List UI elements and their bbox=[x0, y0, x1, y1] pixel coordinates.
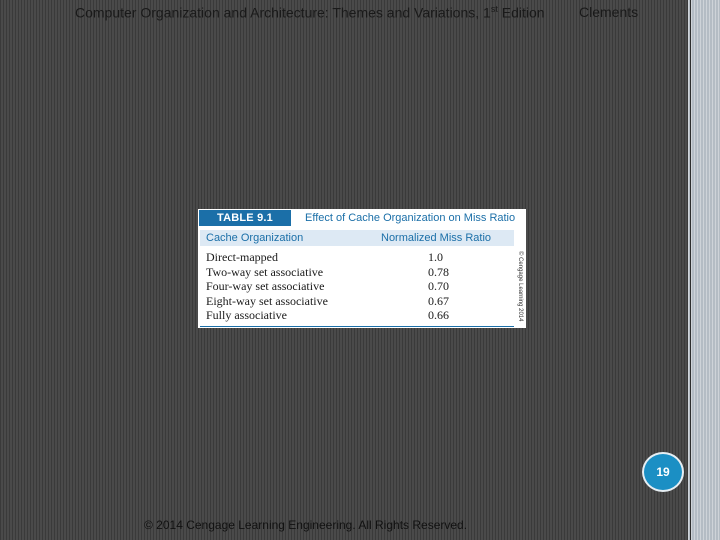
table-side-copyright bbox=[515, 251, 524, 325]
row-miss-ratio: 0.66 bbox=[428, 308, 449, 322]
column-header-organization: Cache Organization bbox=[206, 232, 304, 244]
row-miss-ratio: 0.70 bbox=[428, 279, 449, 293]
table-row bbox=[200, 250, 514, 265]
table-bottom-rule bbox=[200, 326, 514, 327]
table-column-header bbox=[200, 230, 514, 246]
table-row bbox=[200, 279, 514, 294]
page-number-badge: 19 bbox=[642, 452, 684, 492]
table-row bbox=[200, 265, 514, 280]
table-row bbox=[200, 308, 514, 323]
header-title-superscript: st bbox=[490, 4, 498, 14]
slide-header-title bbox=[75, 4, 545, 21]
right-decorative-band bbox=[688, 0, 720, 540]
table-body bbox=[200, 250, 514, 323]
row-miss-ratio: 1.0 bbox=[428, 250, 443, 264]
slide-header-author: Clements bbox=[579, 4, 639, 20]
slide-footer-copyright: © 2014 Cengage Learning Engineering. All Rights Reserved. bbox=[144, 518, 468, 532]
table-side-copyright-text: © Cengage Learning 2014 bbox=[517, 251, 523, 322]
header-title-end: Edition bbox=[497, 4, 545, 21]
row-cache-organization: Two-way set associative bbox=[206, 264, 324, 279]
row-cache-organization: Four-way set associative bbox=[206, 279, 325, 293]
table-figure bbox=[198, 209, 526, 328]
table-row bbox=[200, 294, 514, 309]
row-cache-organization: Fully associative bbox=[206, 308, 287, 322]
header-title-main: Computer Organization and Architecture: Themes and Variations, 1 bbox=[75, 4, 491, 21]
column-header-miss-ratio: Normalized Miss Ratio bbox=[381, 232, 492, 244]
row-miss-ratio: 0.78 bbox=[428, 264, 449, 279]
row-cache-organization: Eight-way set associative bbox=[206, 293, 328, 308]
row-cache-organization: Direct-mapped bbox=[206, 250, 278, 264]
table-label: TABLE 9.1 bbox=[199, 210, 291, 226]
band-divider-line bbox=[690, 0, 691, 540]
table-caption: Effect of Cache Organization on Miss Ratio bbox=[305, 212, 516, 224]
table-title-bar bbox=[199, 210, 524, 226]
row-miss-ratio: 0.67 bbox=[428, 293, 449, 308]
